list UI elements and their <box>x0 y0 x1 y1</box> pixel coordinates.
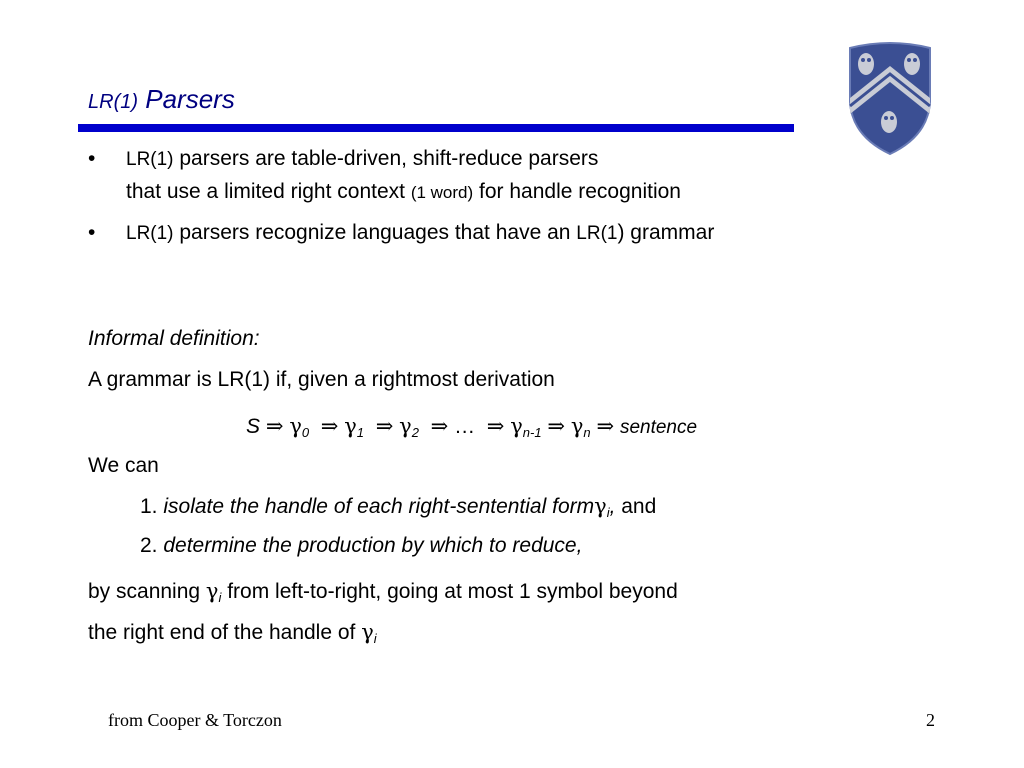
closing-line-2 <box>88 620 377 645</box>
closing-gamma-subscript: i <box>218 590 222 605</box>
derivation-ellipsis: … <box>454 415 476 438</box>
step-1-comma: , <box>609 495 616 518</box>
step-1-gamma-subscript: i <box>606 505 610 520</box>
bullet-1-text-b: that use a limited right context <box>126 180 411 203</box>
gamma-n-subscript: n <box>583 425 591 440</box>
closing-text-b: from left-to-right, going at most 1 symbol beyond <box>221 580 678 603</box>
step-2-text: determine the production by which to reduce, <box>163 534 583 557</box>
gamma-1-subscript: 1 <box>356 425 365 440</box>
derive-arrow-2: ⇒ <box>320 414 339 438</box>
step-1-and: and <box>615 495 657 518</box>
derive-arrow-7: ⇒ <box>596 414 615 438</box>
bullet-1-text-a: parsers are table-driven, shift-reduce parsers <box>173 147 599 170</box>
step-1 <box>140 494 656 519</box>
derive-arrow-4: ⇒ <box>430 414 449 438</box>
bullet-2-text-a: parsers recognize languages that have an <box>173 221 577 244</box>
derive-arrow-3: ⇒ <box>375 414 394 438</box>
derivation-sequence <box>246 414 697 439</box>
closing-gamma-2: γ <box>361 620 374 644</box>
bullet-2-lr1: LR(1) <box>126 223 174 244</box>
bullet-1-lr1: LR(1) <box>126 149 174 170</box>
slide-title <box>88 84 235 115</box>
definition-line: A grammar is LR(1) if, given a rightmost derivation <box>88 368 555 391</box>
bullet-1-line-1 <box>126 147 598 171</box>
step-2 <box>140 534 582 558</box>
informal-definition-heading: Informal definition: <box>88 327 260 350</box>
title-main: Parsers <box>138 84 235 114</box>
bullet-1-line-2 <box>126 180 681 204</box>
bullet-2-lr1-grammar: LR(1 <box>576 223 618 244</box>
derive-arrow-5: ⇒ <box>486 414 505 438</box>
gamma-0-subscript: 0 <box>301 425 310 440</box>
closing-line-1 <box>88 579 678 604</box>
closing-gamma: γ <box>205 579 219 603</box>
step-1-gamma: γ <box>594 494 607 518</box>
derivation-sentence: sentence <box>619 417 698 438</box>
bullet-1-one-word: (1 word) <box>410 183 474 202</box>
page-number: 2 <box>926 710 935 730</box>
bullet-marker-2: • <box>88 221 96 244</box>
derive-arrow-1: ⇒ <box>265 414 284 438</box>
bullet-1-text-c: for handle recognition <box>473 180 681 203</box>
rice-university-crest-icon <box>842 40 938 158</box>
step-1-number: 1. <box>140 495 158 518</box>
gamma-1: γ <box>344 414 357 438</box>
gamma-n-minus-1: γ <box>510 414 523 438</box>
we-can-text: We can <box>88 454 159 477</box>
step-1-text: isolate the handle of each right-sentential form <box>163 495 595 518</box>
title-underline <box>78 124 794 132</box>
gamma-n: γ <box>570 414 584 438</box>
gamma-n-minus-1-subscript: n-1 <box>522 425 542 440</box>
closing-text-c: the right end of the handle of <box>88 621 362 644</box>
gamma-2: γ <box>399 414 412 438</box>
gamma-2-subscript: 2 <box>411 425 419 440</box>
footer-source: from Cooper & Torczon <box>108 710 282 730</box>
bullet-marker-1: • <box>88 147 96 170</box>
step-2-number: 2. <box>140 534 158 557</box>
derive-arrow-6: ⇒ <box>547 414 566 438</box>
gamma-0: γ <box>289 414 302 438</box>
bullet-2-line <box>126 221 714 245</box>
closing-text-a: by scanning <box>88 580 206 603</box>
closing-gamma-2-subscript: i <box>373 631 377 646</box>
bullet-2-text-b: ) grammar <box>617 221 715 244</box>
derivation-start-symbol: S <box>246 415 261 438</box>
title-prefix: LR(1) <box>88 91 139 113</box>
